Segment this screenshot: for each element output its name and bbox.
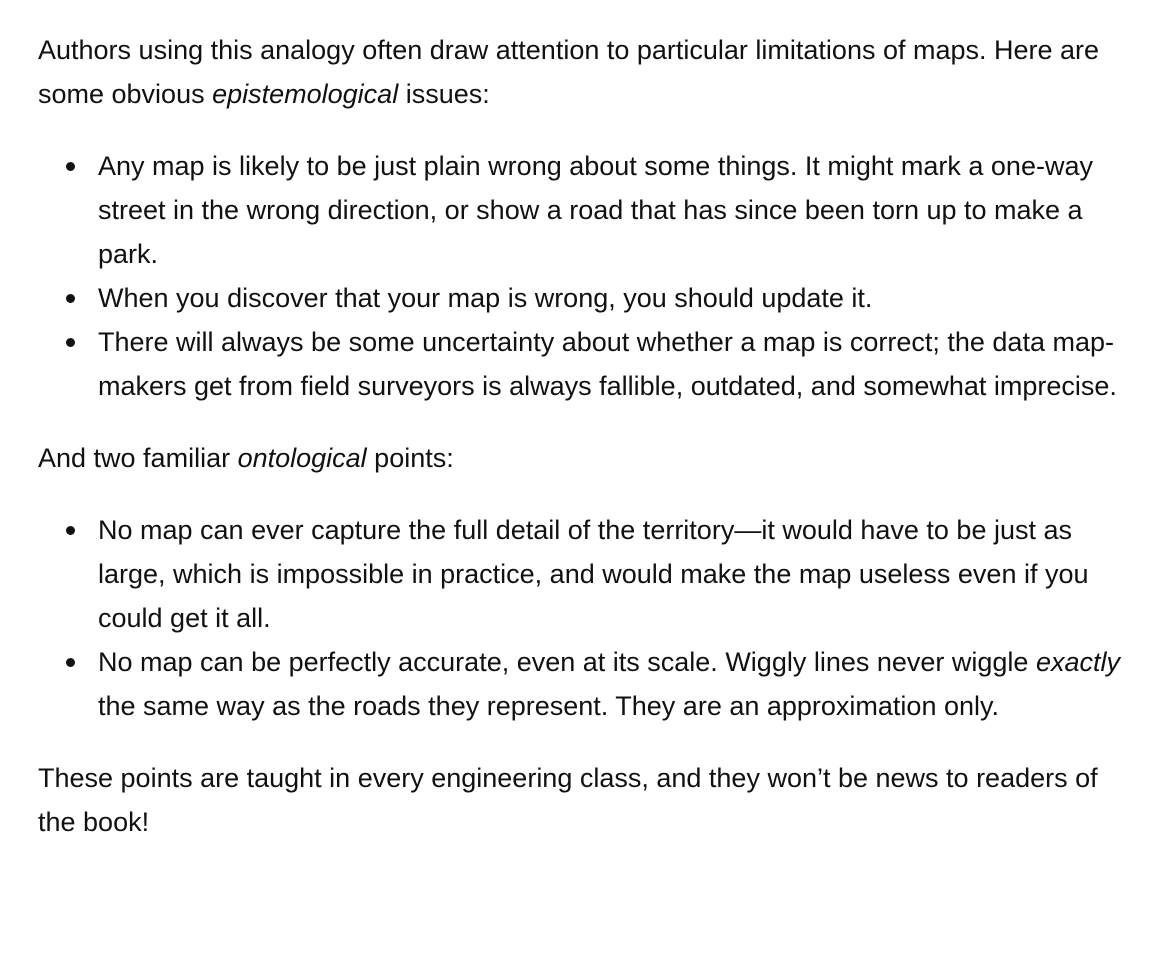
ontological-list [38, 508, 1123, 728]
list-item [98, 144, 1123, 276]
article-body [38, 28, 1123, 844]
list-item [98, 508, 1123, 640]
intro-paragraph [38, 28, 1123, 116]
list-item [98, 276, 1123, 320]
intro-emphasis: epistemological [212, 79, 399, 109]
list-item-text-start: No map can be perfectly accurate, even at its scale. Wiggly lines never wiggle [98, 647, 1036, 677]
list-item-emphasis: exactly [1035, 647, 1120, 677]
ontological-intro-end: points: [366, 443, 454, 473]
list-item-text-end: the same way as the roads they represent. They are an approximation only. [98, 691, 999, 721]
list-item-text: Any map is likely to be just plain wrong about some things. It might mark a one-way street in the wrong direction, or show a road that has since been torn up to make a park. [98, 151, 1093, 269]
ontological-emphasis: ontological [237, 443, 367, 473]
list-item [98, 320, 1123, 408]
list-item [98, 640, 1123, 728]
conclusion-paragraph: These points are taught in every engineering class, and they won’t be news to readers of the book! [38, 763, 1098, 837]
epistemological-list [38, 144, 1123, 408]
intro-text-start: Authors using this analogy often draw attention to particular limitations of maps. Here are some obvious [38, 35, 1100, 109]
intro-text-end: issues: [398, 79, 490, 109]
list-item-text: There will always be some uncertainty about whether a map is correct; the data map-makers get from field surveyors is always fallible, outdated, and somewhat imprecise. [98, 327, 1117, 401]
list-item-text: No map can ever capture the full detail of the territory—it would have to be just as large, which is impossible in practice, and would make the map useless even if you could get it all. [98, 515, 1089, 633]
list-item-text: When you discover that your map is wrong, you should update it. [98, 283, 873, 313]
ontological-intro-start: And two familiar [38, 443, 238, 473]
ontological-intro-paragraph [38, 436, 1123, 480]
